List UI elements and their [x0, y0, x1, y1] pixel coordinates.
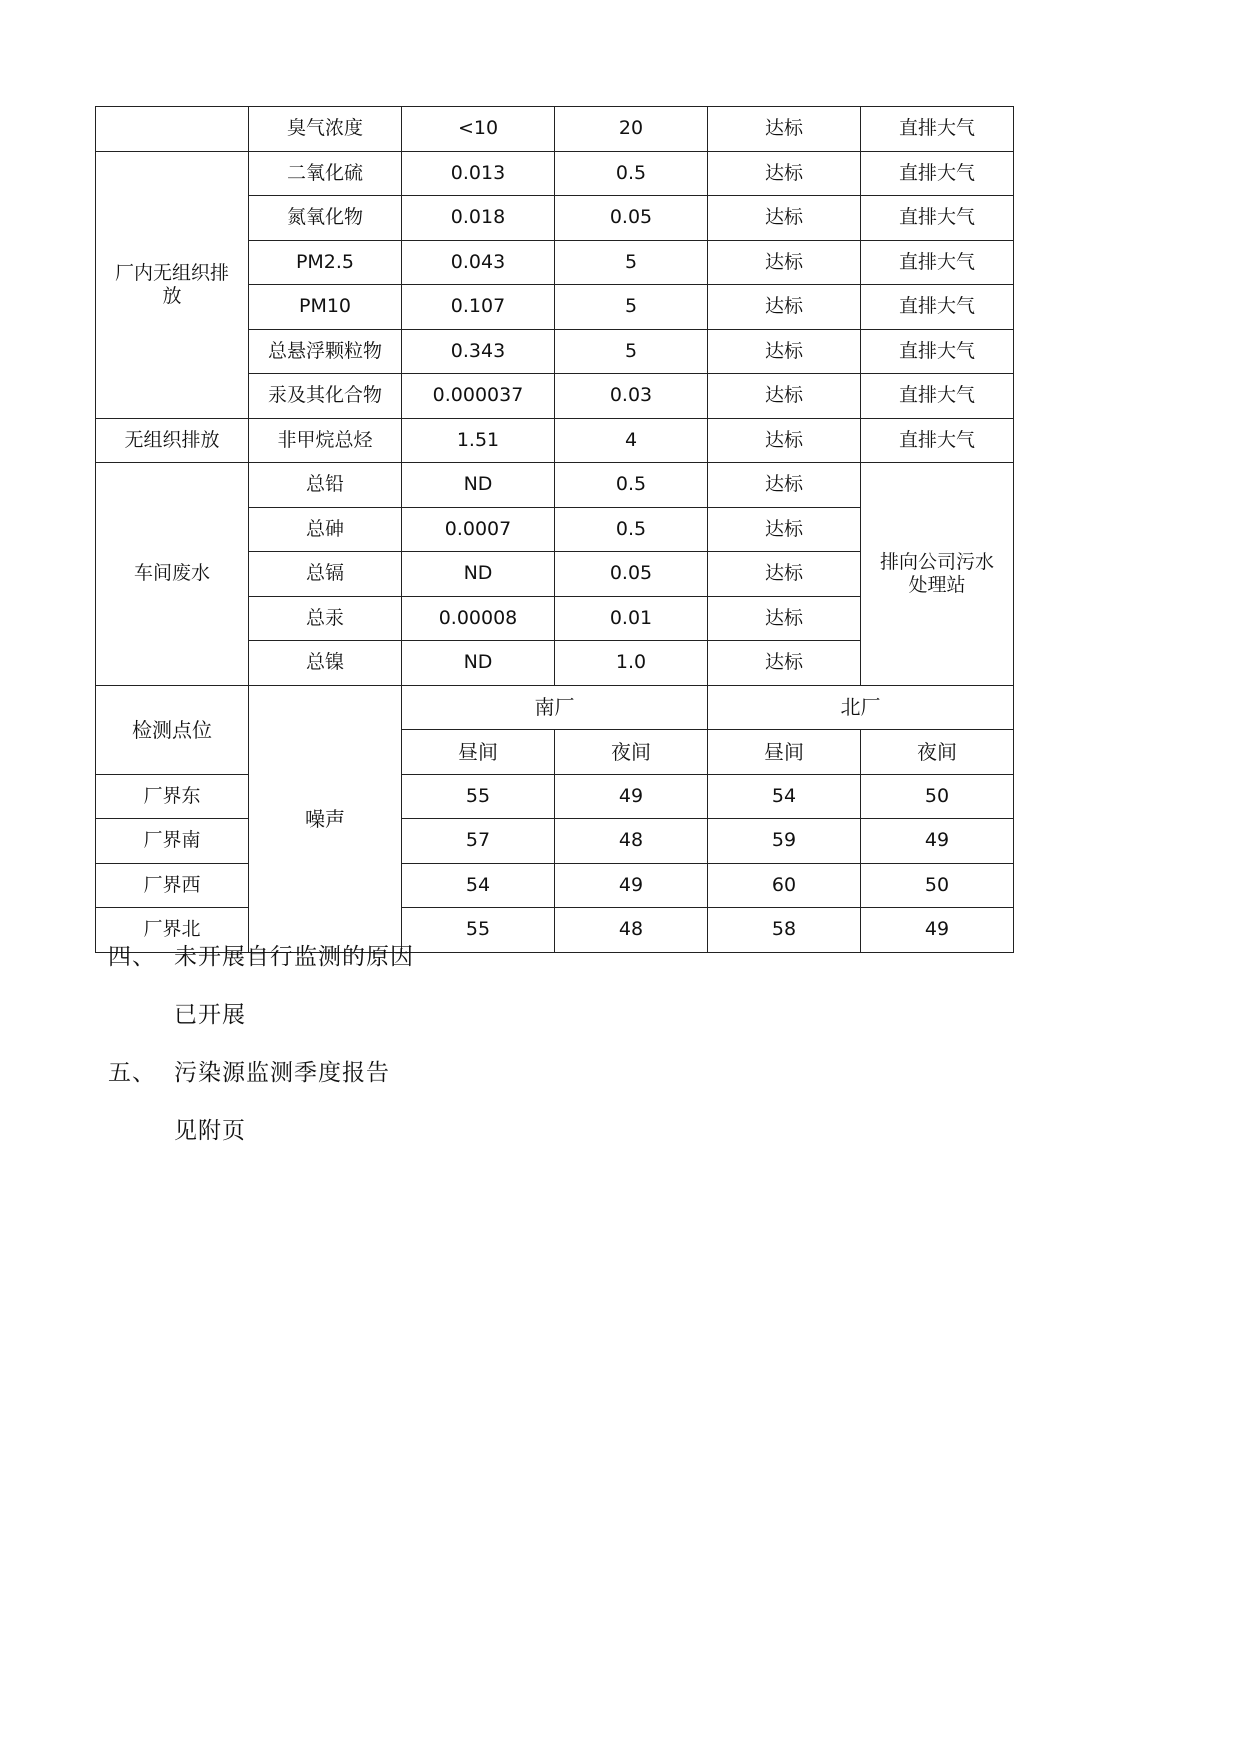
item-cell: 非甲烷总烃 — [249, 418, 402, 463]
item-cell: 臭气浓度 — [249, 107, 402, 152]
limit-cell: 0.05 — [555, 196, 708, 241]
noise-value-cell: 59 — [708, 819, 861, 864]
item-cell: 总汞 — [249, 596, 402, 641]
noise-value-cell: 57 — [402, 819, 555, 864]
item-cell: 总砷 — [249, 507, 402, 552]
status-cell: 达标 — [708, 596, 861, 641]
destination-cell — [861, 463, 1014, 686]
item-cell: 总镉 — [249, 552, 402, 597]
noise-item-cell: 噪声 — [249, 685, 402, 952]
limit-cell: 20 — [555, 107, 708, 152]
noise-row — [96, 863, 1014, 908]
section-heading-5 — [108, 1054, 390, 1087]
value-cell: 0.013 — [402, 151, 555, 196]
south-night-header: 夜间 — [555, 730, 708, 775]
item-cell: PM2.5 — [249, 240, 402, 285]
limit-cell: 0.01 — [555, 596, 708, 641]
item-cell: 汞及其化合物 — [249, 374, 402, 419]
noise-value-cell: 49 — [861, 908, 1014, 953]
item-cell: 总铅 — [249, 463, 402, 508]
limit-cell: 4 — [555, 418, 708, 463]
destination-cell: 直排大气 — [861, 107, 1014, 152]
status-cell: 达标 — [708, 196, 861, 241]
value-cell: ND — [402, 552, 555, 597]
section-title: 未开展自行监测的原因 — [174, 944, 414, 970]
value-cell: 0.0007 — [402, 507, 555, 552]
table-row — [96, 418, 1014, 463]
item-cell: PM10 — [249, 285, 402, 330]
status-cell: 达标 — [708, 374, 861, 419]
item-cell: 二氧化硫 — [249, 151, 402, 196]
table-row — [96, 463, 1014, 508]
noise-value-cell: 48 — [555, 819, 708, 864]
value-cell: <10 — [402, 107, 555, 152]
destination-cell: 直排大气 — [861, 240, 1014, 285]
section-number: 四、 — [108, 944, 156, 970]
section-body-4: 已开展 — [174, 1002, 246, 1028]
destination-cell: 直排大气 — [861, 418, 1014, 463]
limit-cell: 0.5 — [555, 151, 708, 196]
limit-cell: 0.5 — [555, 463, 708, 508]
point-cell: 厂界东 — [96, 774, 249, 819]
table-row — [96, 151, 1014, 196]
status-cell: 达标 — [708, 418, 861, 463]
monitoring-results-table — [95, 106, 1014, 953]
status-cell: 达标 — [708, 240, 861, 285]
category-cell — [96, 107, 249, 152]
value-cell: 1.51 — [402, 418, 555, 463]
table-row — [96, 107, 1014, 152]
item-cell: 氮氧化物 — [249, 196, 402, 241]
point-cell: 厂界南 — [96, 819, 249, 864]
noise-row — [96, 774, 1014, 819]
value-cell: 0.343 — [402, 329, 555, 374]
section-heading-4 — [108, 938, 414, 971]
limit-cell: 5 — [555, 285, 708, 330]
noise-header-row — [96, 685, 1014, 730]
section-title: 污染源监测季度报告 — [174, 1060, 390, 1086]
point-cell: 厂界西 — [96, 863, 249, 908]
category-cell: 无组织排放 — [96, 418, 249, 463]
point-cell: 厂界北 — [96, 908, 249, 953]
value-cell: 0.107 — [402, 285, 555, 330]
value-cell: 0.018 — [402, 196, 555, 241]
destination-cell: 直排大气 — [861, 151, 1014, 196]
status-cell: 达标 — [708, 507, 861, 552]
noise-value-cell: 50 — [861, 774, 1014, 819]
north-plant-header: 北厂 — [708, 685, 1014, 730]
noise-row — [96, 819, 1014, 864]
destination-cell: 直排大气 — [861, 196, 1014, 241]
status-cell: 达标 — [708, 641, 861, 686]
section-body-5: 见附页 — [174, 1118, 246, 1144]
noise-value-cell: 49 — [861, 819, 1014, 864]
north-day-header: 昼间 — [708, 730, 861, 775]
value-cell: 0.043 — [402, 240, 555, 285]
category-cell: 车间废水 — [96, 463, 249, 686]
limit-cell: 0.03 — [555, 374, 708, 419]
limit-cell: 1.0 — [555, 641, 708, 686]
destination-cell: 直排大气 — [861, 329, 1014, 374]
limit-cell: 0.5 — [555, 507, 708, 552]
noise-value-cell: 58 — [708, 908, 861, 953]
south-plant-header: 南厂 — [402, 685, 708, 730]
noise-value-cell: 48 — [555, 908, 708, 953]
item-cell: 总悬浮颗粒物 — [249, 329, 402, 374]
destination-cell: 直排大气 — [861, 374, 1014, 419]
noise-value-cell: 55 — [402, 908, 555, 953]
value-cell: 0.00008 — [402, 596, 555, 641]
north-night-header: 夜间 — [861, 730, 1014, 775]
status-cell: 达标 — [708, 107, 861, 152]
noise-value-cell: 49 — [555, 774, 708, 819]
limit-cell: 5 — [555, 240, 708, 285]
section-number: 五、 — [108, 1060, 156, 1086]
value-cell: ND — [402, 641, 555, 686]
status-cell: 达标 — [708, 463, 861, 508]
noise-value-cell: 54 — [402, 863, 555, 908]
status-cell: 达标 — [708, 151, 861, 196]
noise-value-cell: 49 — [555, 863, 708, 908]
noise-value-cell: 55 — [402, 774, 555, 819]
limit-cell: 0.05 — [555, 552, 708, 597]
noise-value-cell: 54 — [708, 774, 861, 819]
destination-label: 排向公司污水处理站 — [879, 550, 994, 596]
category-label: 厂内无组织排放 — [114, 261, 229, 307]
value-cell: ND — [402, 463, 555, 508]
limit-cell: 5 — [555, 329, 708, 374]
point-header: 检测点位 — [96, 685, 249, 774]
status-cell: 达标 — [708, 285, 861, 330]
noise-value-cell: 50 — [861, 863, 1014, 908]
status-cell: 达标 — [708, 552, 861, 597]
south-day-header: 昼间 — [402, 730, 555, 775]
value-cell: 0.000037 — [402, 374, 555, 419]
category-cell — [96, 151, 249, 418]
noise-value-cell: 60 — [708, 863, 861, 908]
destination-cell: 直排大气 — [861, 285, 1014, 330]
item-cell: 总镍 — [249, 641, 402, 686]
status-cell: 达标 — [708, 329, 861, 374]
